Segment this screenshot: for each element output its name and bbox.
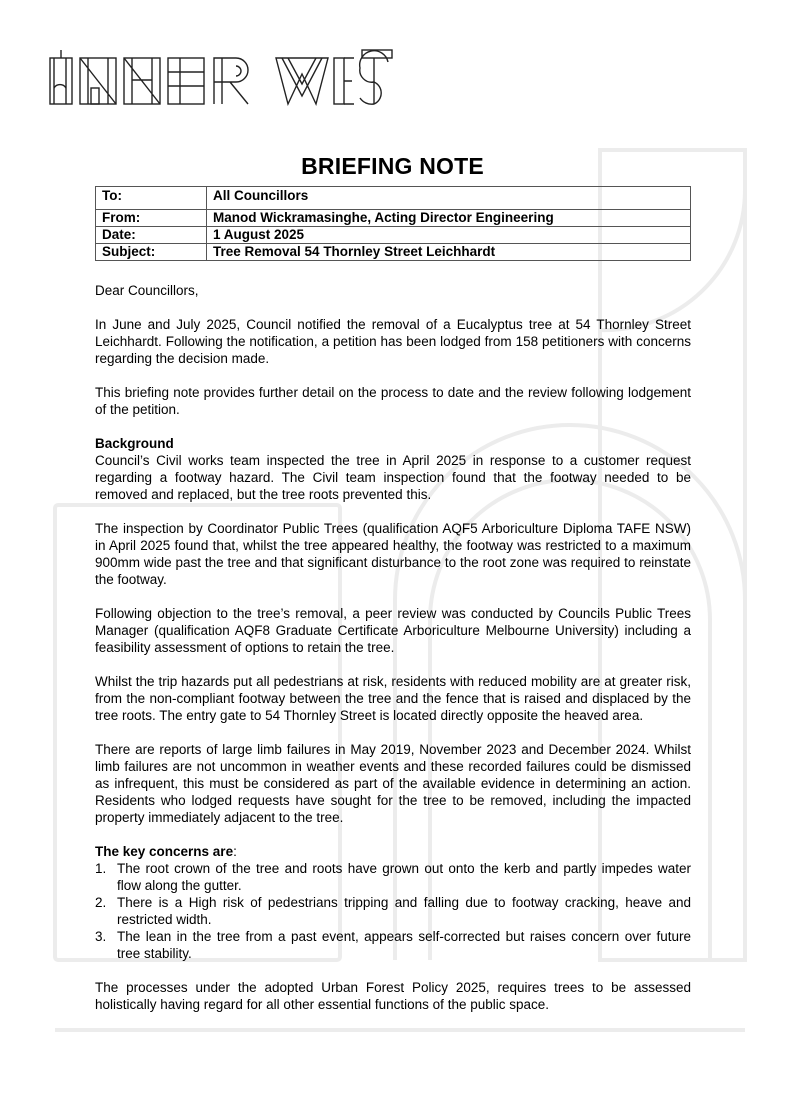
- meta-key: Subject:: [96, 244, 207, 261]
- meta-key: From:: [96, 210, 207, 227]
- document-title: BRIEFING NOTE: [301, 153, 484, 179]
- meta-key: Date:: [96, 227, 207, 244]
- list-text: There is a High risk of pedestrians tripping and falling due to footway cracking, heave and restricted width.: [117, 895, 691, 927]
- meta-value: 1 August 2025: [207, 227, 691, 244]
- paragraph-petition: In June and July 2025, Council notified the removal of a Eucalyptus tree at 54 Thornley Street Leichhardt. Following the notification, a petition has been lodged from 158 petitioners with concerns regarding the decision made.: [95, 317, 691, 366]
- list-item: [95, 894, 691, 928]
- paragraph-limb-failures: There are reports of large limb failures in May 2019, November 2023 and December 2024. Whilst limb failures are not uncommon in weather events and these recorded failures could be dismissed as infrequent, this must be considered as part of the available evidence in determining an action. Residents who lodged requests have sought for the tree to be removed, including the impacted property immediately adjacent to the tree.: [95, 742, 691, 825]
- meta-value: Tree Removal 54 Thornley Street Leichhardt: [207, 244, 691, 261]
- inner-west-logo: [48, 44, 393, 108]
- meta-key: To:: [96, 187, 207, 210]
- list-text: The root crown of the tree and roots have grown out onto the kerb and partly impedes water flow along the gutter.: [117, 861, 691, 893]
- list-text: The lean in the tree from a past event, appears self-corrected but raises concern over future tree stability.: [117, 929, 691, 961]
- concerns-heading-text: The key concerns are: [95, 844, 234, 859]
- paragraph-civil-inspection: Council’s Civil works team inspected the tree in April 2025 in response to a customer request regarding a footway hazard. The Civil team inspection found that the footway needed to be removed and replaced, but the tree roots prevented this.: [95, 453, 691, 502]
- list-item: [95, 860, 691, 894]
- salutation: Dear Councillors,: [95, 283, 199, 298]
- concerns-list: [95, 860, 691, 962]
- meta-value: All Councillors: [207, 187, 691, 210]
- concerns-heading-colon: :: [233, 844, 237, 859]
- meta-row-from: [96, 210, 691, 227]
- paragraph-policy: The processes under the adopted Urban Forest Policy 2025, requires trees to be assessed holistically having regard for all other essential functions of the public space.: [95, 980, 691, 1012]
- meta-table: [95, 186, 691, 261]
- meta-value: Manod Wickramasinghe, Acting Director Engineering: [207, 210, 691, 227]
- document-body: [95, 282, 691, 1030]
- meta-row-to: [96, 187, 691, 210]
- meta-row-date: [96, 227, 691, 244]
- paragraph-coordinator-inspection: The inspection by Coordinator Public Trees (qualification AQF5 Arboriculture Diploma TAFE NSW) in April 2025 found that, whilst the tree appeared healthy, the footway was restricted to a maximum 900mm wide past the tree and that significant disturbance to the root zone was required to reinstate the footway.: [95, 521, 691, 587]
- background-heading: Background: [95, 436, 174, 451]
- concerns-heading: [95, 843, 691, 860]
- list-number: 2.: [95, 895, 107, 910]
- meta-row-subject: [96, 244, 691, 261]
- paragraph-trip-hazards: Whilst the trip hazards put all pedestrians at risk, residents with reduced mobility are at greater risk, from the non-compliant footway between the tree and the fence that is raised and displaced by the tree roots. The entry gate to 54 Thornley Street is located directly opposite the heaved area.: [95, 674, 691, 723]
- paragraph-purpose: This briefing note provides further detail on the process to date and the review following lodgement of the petition.: [95, 385, 691, 417]
- paragraph-peer-review: Following objection to the tree’s removal, a peer review was conducted by Councils Public Trees Manager (qualification AQF8 Graduate Certificate Arboriculture Melbourne University) including a feasibility assessment of options to retain the tree.: [95, 606, 691, 655]
- list-number: 3.: [95, 929, 107, 944]
- list-item: [95, 928, 691, 962]
- list-number: 1.: [95, 861, 107, 876]
